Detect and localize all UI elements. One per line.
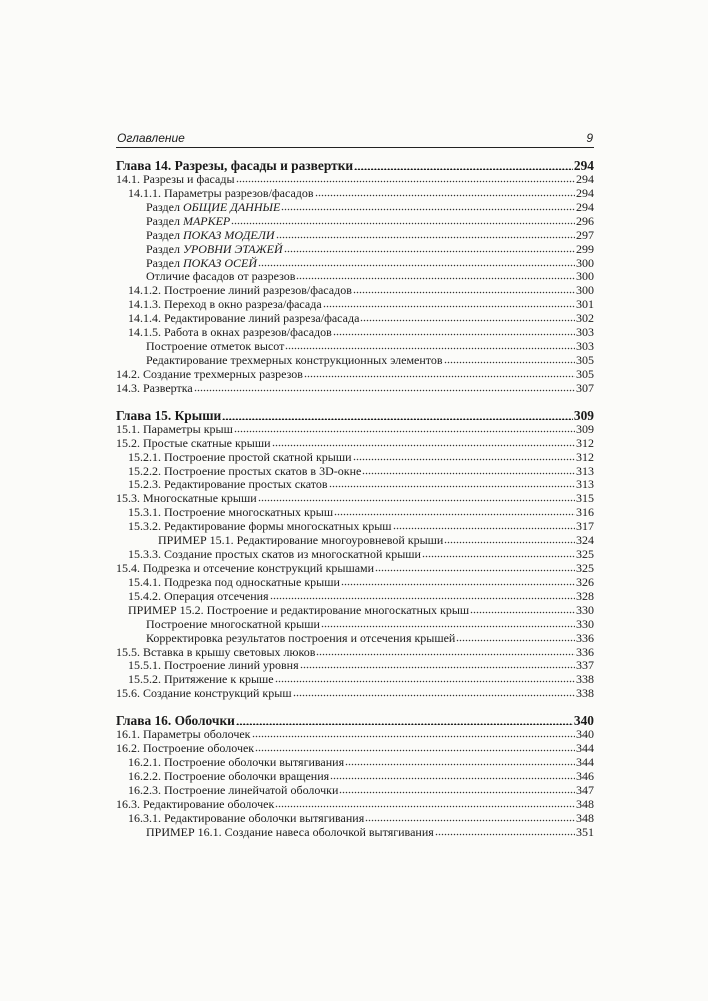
toc-entry[interactable]	[116, 520, 594, 534]
toc-entry-page: 325	[576, 560, 594, 575]
toc-entry-label: ПРИМЕР 16.1. Создание навеса оболочкой вытягивания	[146, 824, 434, 839]
dot-leader	[300, 659, 575, 669]
toc-entry-title	[146, 340, 284, 354]
toc-entry[interactable]	[116, 215, 594, 229]
toc-entry-label: 15.5. Вставка в крышу световых люков	[116, 644, 316, 659]
toc-entry[interactable]	[116, 187, 594, 201]
dot-leader	[334, 506, 575, 516]
dot-leader	[456, 632, 575, 642]
toc-chapter-entry[interactable]	[116, 159, 594, 173]
toc-entry-label: Раздел	[146, 199, 183, 214]
toc-entry-label: 16.3. Редактирование оболочек	[116, 796, 275, 811]
toc-entry-page: 348	[576, 796, 594, 811]
running-header	[116, 130, 594, 148]
dot-leader	[281, 201, 575, 211]
toc-entry-title	[146, 632, 455, 646]
dot-leader	[333, 326, 575, 336]
toc-entry-title	[128, 576, 340, 590]
toc-entry-label: 16.2.1. Построение оболочки вытягивания	[128, 755, 345, 770]
toc-entry-page: 309	[573, 407, 594, 423]
dot-leader	[236, 173, 575, 183]
dot-leader	[353, 284, 575, 294]
toc-entry-label: 16.3.1. Редактирование оболочки вытягивания	[128, 810, 365, 825]
toc-entry-title	[116, 728, 251, 742]
toc-entry-title	[128, 312, 359, 326]
dot-leader	[321, 618, 575, 628]
toc-entry-title	[128, 659, 299, 673]
toc-entry[interactable]	[116, 478, 594, 492]
toc-entry-label: 16.2.3. Построение линейчатой оболочки	[128, 782, 339, 797]
dot-leader	[365, 812, 575, 822]
toc-entry-title	[146, 215, 230, 229]
toc-entry-title	[146, 229, 275, 243]
toc-entry-page: 338	[576, 672, 594, 687]
toc-entry-label: 15.2.2. Построение простых скатов в 3D-окне	[128, 463, 362, 478]
toc-entry[interactable]	[116, 659, 594, 673]
toc-entry-page: 312	[576, 449, 594, 464]
toc-entry-page: 316	[576, 505, 594, 520]
toc-entry-label: Глава 16. Оболочки	[116, 713, 235, 729]
toc-entry[interactable]	[116, 756, 594, 770]
page-number: 9	[586, 131, 593, 145]
dot-leader	[276, 229, 576, 239]
dot-leader	[284, 243, 575, 253]
toc-entry-page: 300	[576, 283, 594, 298]
toc-entry-label: Раздел	[146, 227, 183, 242]
toc-entry-page: 301	[576, 297, 594, 312]
toc-entry-page: 315	[576, 491, 594, 506]
toc-entry[interactable]	[116, 465, 594, 479]
toc-entry-label: 15.3.3. Создание простых скатов из многоскатной крыши	[128, 547, 421, 562]
dot-leader	[194, 382, 575, 392]
toc-chapter-entry[interactable]	[116, 409, 594, 423]
toc-entry-page: 336	[576, 644, 594, 659]
toc-entry[interactable]	[116, 368, 594, 382]
toc-entry-page: 351	[576, 824, 594, 839]
toc-entry[interactable]	[116, 437, 594, 451]
toc-entry-page: 340	[576, 727, 594, 742]
dot-leader	[329, 478, 575, 488]
toc-entry[interactable]	[116, 492, 594, 506]
toc-entry-label: Построение многоскатной крыши	[146, 616, 320, 631]
toc-entry-title	[128, 326, 332, 340]
dot-leader	[275, 798, 575, 808]
toc-entry-label: Раздел	[146, 255, 183, 270]
toc-entry-label: 15.4. Подрезка и отсечение конструкций крышами	[116, 560, 375, 575]
toc-entry-title	[116, 382, 193, 396]
toc-entry[interactable]	[116, 632, 594, 646]
dot-leader	[323, 298, 575, 308]
toc-entry-title	[146, 270, 295, 284]
toc-entry-label: 14.1.5. Работа в окнах разрезов/фасадов	[128, 325, 332, 340]
toc-entry[interactable]	[116, 298, 594, 312]
toc-entry-label: 15.3. Многоскатные крыши	[116, 491, 257, 506]
dot-leader	[255, 742, 575, 752]
dot-leader	[304, 368, 575, 378]
toc-entry-page: 344	[576, 755, 594, 770]
toc-entry-page: 303	[576, 339, 594, 354]
toc-entry-title	[146, 354, 443, 368]
toc-entry-page: 305	[576, 352, 594, 367]
dot-leader	[393, 520, 576, 530]
toc-entry-title	[158, 534, 443, 548]
toc-entry-page: 300	[576, 269, 594, 284]
toc-entry-label: ПРИМЕР 15.1. Редактирование многоуровневой крыши	[158, 533, 444, 548]
dot-leader	[339, 784, 575, 794]
toc-entry-title	[128, 548, 421, 562]
toc-entry-title	[128, 784, 338, 798]
dot-leader	[345, 756, 575, 766]
toc-entry-title	[128, 298, 322, 312]
dot-leader	[236, 715, 573, 725]
toc-entry-page: 328	[576, 588, 594, 603]
toc-entry[interactable]	[116, 312, 594, 326]
toc-entry[interactable]	[116, 534, 594, 548]
dot-leader	[444, 354, 575, 364]
toc-entry-title	[128, 756, 344, 770]
dot-leader	[296, 270, 575, 280]
toc-entry-title	[128, 465, 361, 479]
toc-entry-page: 307	[576, 380, 594, 395]
toc-entry-label-italic: ОБЩИЕ ДАННЫЕ	[182, 199, 281, 214]
toc-entry-label: Редактирование трехмерных конструкционных элементов	[146, 352, 443, 367]
toc-entry-title	[116, 714, 235, 728]
toc-entry-title	[128, 478, 328, 492]
toc-entry-label: Глава 14. Разрезы, фасады и развертки	[116, 158, 354, 173]
toc-entry[interactable]	[116, 423, 594, 437]
toc-entry-page: 317	[576, 519, 594, 534]
toc-entry-page: 300	[576, 255, 594, 270]
toc-entry-title	[146, 618, 320, 632]
toc-entry-title	[128, 590, 269, 604]
toc-entry-page: 297	[576, 227, 594, 242]
toc-entry-title	[146, 243, 283, 257]
toc-entry-title	[128, 187, 314, 201]
toc-entry-page: 337	[576, 658, 594, 673]
toc-entry-label: 15.3.1. Построение многоскатных крыш	[128, 505, 334, 520]
toc-entry-label: ПРИМЕР 15.2. Построение и редактирование многоскатных крыш	[128, 602, 470, 617]
dot-leader	[341, 576, 575, 586]
toc-entry[interactable]	[116, 562, 594, 576]
toc-entry-label: 15.4.1. Подрезка под односкатные крыши	[128, 574, 340, 589]
toc-entry-page: 294	[576, 185, 594, 200]
toc-entry-title	[116, 409, 221, 423]
toc-entry-title	[128, 604, 469, 618]
toc-entry[interactable]	[116, 728, 594, 742]
dot-leader	[435, 826, 575, 836]
toc-entry-label: 15.2.1. Построение простой скатной крыши	[128, 449, 352, 464]
dot-leader	[444, 534, 575, 544]
toc-entry-page: 340	[573, 713, 594, 729]
toc-entry[interactable]	[116, 673, 594, 687]
toc-entry-title	[116, 173, 235, 187]
running-header-title: Оглавление	[117, 131, 185, 145]
toc-entry[interactable]	[116, 229, 594, 243]
toc-entry-label: 15.2. Простые скатные крыши	[116, 435, 271, 450]
dot-leader	[285, 340, 575, 350]
toc-entry-label: Раздел	[146, 213, 183, 228]
toc-entry-label: 16.2.2. Построение оболочки вращения	[128, 768, 330, 783]
dot-leader	[315, 187, 575, 197]
toc-entry-title	[116, 437, 271, 451]
toc-entry[interactable]	[116, 590, 594, 604]
dot-leader	[222, 410, 573, 420]
toc-entry-page: 294	[573, 158, 594, 173]
toc-entry-title	[116, 687, 292, 701]
toc-entry[interactable]	[116, 243, 594, 257]
toc-entry-page: 348	[576, 810, 594, 825]
toc-entry-label: Отличие фасадов от разрезов	[146, 269, 296, 284]
toc-entry-title	[116, 562, 374, 576]
toc-entry-label: 15.1. Параметры крыш	[116, 421, 233, 436]
toc-entry-label-italic: ПОКАЗ МОДЕЛИ	[182, 227, 275, 242]
toc-entry-label: 14.1.3. Переход в окно разреза/фасада	[128, 297, 322, 312]
toc-entry-label: Корректировка результатов построения и отсечения крышей	[146, 630, 456, 645]
toc-entry-page: 302	[576, 311, 594, 326]
toc-entry-label: 16.2. Построение оболочек	[116, 741, 255, 756]
dot-leader	[360, 312, 575, 322]
toc-entry-label: Раздел	[146, 241, 183, 256]
toc-entry-label: 14.2. Создание трехмерных разрезов	[116, 366, 303, 381]
toc-entry-title	[116, 742, 254, 756]
toc-entry-title	[116, 423, 233, 437]
toc-entry[interactable]	[116, 201, 594, 215]
dot-leader	[375, 562, 575, 572]
dot-leader	[470, 604, 575, 614]
toc-entry[interactable]	[116, 354, 594, 368]
toc-entry-label: 14.1.2. Построение линий разрезов/фасадов	[128, 283, 352, 298]
toc-entry-title	[116, 646, 315, 660]
toc-entry[interactable]	[116, 812, 594, 826]
toc-entry[interactable]	[116, 451, 594, 465]
toc-entry-page: 336	[576, 630, 594, 645]
dot-leader	[270, 590, 575, 600]
toc-entry[interactable]	[116, 326, 594, 340]
toc-entry-label: 14.1.4. Редактирование линий разреза/фасада	[128, 311, 360, 326]
toc-entry-title	[116, 798, 274, 812]
toc-entry-title	[146, 201, 280, 215]
toc-entry-title	[128, 284, 352, 298]
toc-entry-label-italic: ПОКАЗ ОСЕЙ	[182, 255, 258, 270]
toc-entry-page: 309	[576, 421, 594, 436]
toc-entry-label: 14.1. Разрезы и фасады	[116, 172, 235, 186]
toc-entry-title	[128, 673, 274, 687]
table-of-contents	[116, 159, 594, 840]
toc-entry[interactable]	[116, 340, 594, 354]
toc-entry[interactable]	[116, 742, 594, 756]
dot-leader	[231, 215, 575, 225]
dot-leader	[293, 687, 575, 697]
toc-entry-page: 330	[576, 616, 594, 631]
toc-entry[interactable]	[116, 173, 594, 187]
toc-entry-title	[128, 770, 329, 784]
toc-entry-page: 313	[576, 463, 594, 478]
toc-entry[interactable]	[116, 798, 594, 812]
toc-entry[interactable]	[116, 506, 594, 520]
dot-leader	[252, 728, 575, 738]
toc-entry[interactable]	[116, 382, 594, 396]
toc-entry-page: 312	[576, 435, 594, 450]
toc-entry[interactable]	[116, 646, 594, 660]
toc-entry-title	[128, 520, 392, 534]
toc-entry-label: Глава 15. Крыши	[116, 407, 222, 423]
dot-leader	[354, 160, 573, 170]
toc-entry[interactable]	[116, 770, 594, 784]
toc-entry-title	[116, 492, 257, 506]
dot-leader	[316, 646, 575, 656]
toc-entry-title	[116, 159, 353, 173]
toc-entry[interactable]	[116, 548, 594, 562]
toc-entry-label: 15.6. Создание конструкций крыш	[116, 686, 292, 701]
toc-entry-label: Построение отметок высот	[146, 339, 285, 354]
dot-leader	[234, 423, 575, 433]
toc-entry-label: 16.1. Параметры оболочек	[116, 727, 251, 742]
toc-entry-page: 305	[576, 366, 594, 381]
toc-entry-page: 324	[576, 533, 594, 548]
toc-entry-label: 14.1.1. Параметры разрезов/фасадов	[128, 185, 314, 200]
toc-entry[interactable]	[116, 604, 594, 618]
dot-leader	[275, 673, 575, 683]
toc-entry-page: 296	[576, 213, 594, 228]
toc-entry[interactable]	[116, 257, 594, 271]
toc-entry-page: 299	[576, 241, 594, 256]
toc-entry-page: 347	[576, 782, 594, 797]
toc-entry-title	[128, 812, 364, 826]
toc-entry-title	[116, 368, 303, 382]
toc-entry[interactable]	[116, 270, 594, 284]
toc-entry-page: 303	[576, 325, 594, 340]
toc-entry-label: 15.4.2. Операция отсечения	[128, 588, 269, 603]
toc-entry-label: 15.5.1. Построение линий уровня	[128, 658, 299, 673]
dot-leader	[330, 770, 575, 780]
toc-entry-title	[128, 506, 333, 520]
dot-leader	[362, 465, 575, 475]
toc-entry-title	[146, 257, 257, 271]
toc-entry-page: 338	[576, 686, 594, 701]
dot-leader	[272, 437, 575, 447]
toc-chapter-entry[interactable]	[116, 714, 594, 728]
toc-entry-label-italic: УРОВНИ ЭТАЖЕЙ	[182, 241, 283, 256]
toc-entry-page: 294	[576, 172, 594, 186]
toc-entry-page: 344	[576, 741, 594, 756]
toc-entry[interactable]	[116, 284, 594, 298]
toc-entry-label: 14.3. Развертка	[116, 380, 193, 395]
toc-entry[interactable]	[116, 618, 594, 632]
dot-leader	[422, 548, 575, 558]
toc-entry-page: 346	[576, 768, 594, 783]
toc-entry[interactable]	[116, 576, 594, 590]
dot-leader	[353, 451, 575, 461]
toc-entry[interactable]	[116, 687, 594, 701]
toc-entry[interactable]	[116, 784, 594, 798]
toc-entry-page: 326	[576, 574, 594, 589]
dot-leader	[258, 257, 575, 267]
toc-entry-label-italic: МАРКЕР	[182, 213, 231, 228]
toc-entry-label: 15.2.3. Редактирование простых скатов	[128, 477, 328, 492]
toc-entry[interactable]	[116, 826, 594, 840]
toc-entry-page: 325	[576, 547, 594, 562]
toc-entry-page: 313	[576, 477, 594, 492]
dot-leader	[258, 492, 575, 502]
toc-entry-page: 330	[576, 602, 594, 617]
toc-entry-title	[146, 826, 434, 840]
toc-entry-label: 15.3.2. Редактирование формы многоскатных крыш	[128, 519, 392, 534]
toc-entry-page: 294	[576, 199, 594, 214]
toc-entry-title	[128, 451, 352, 465]
toc-entry-label: 15.5.2. Притяжение к крыше	[128, 672, 274, 687]
